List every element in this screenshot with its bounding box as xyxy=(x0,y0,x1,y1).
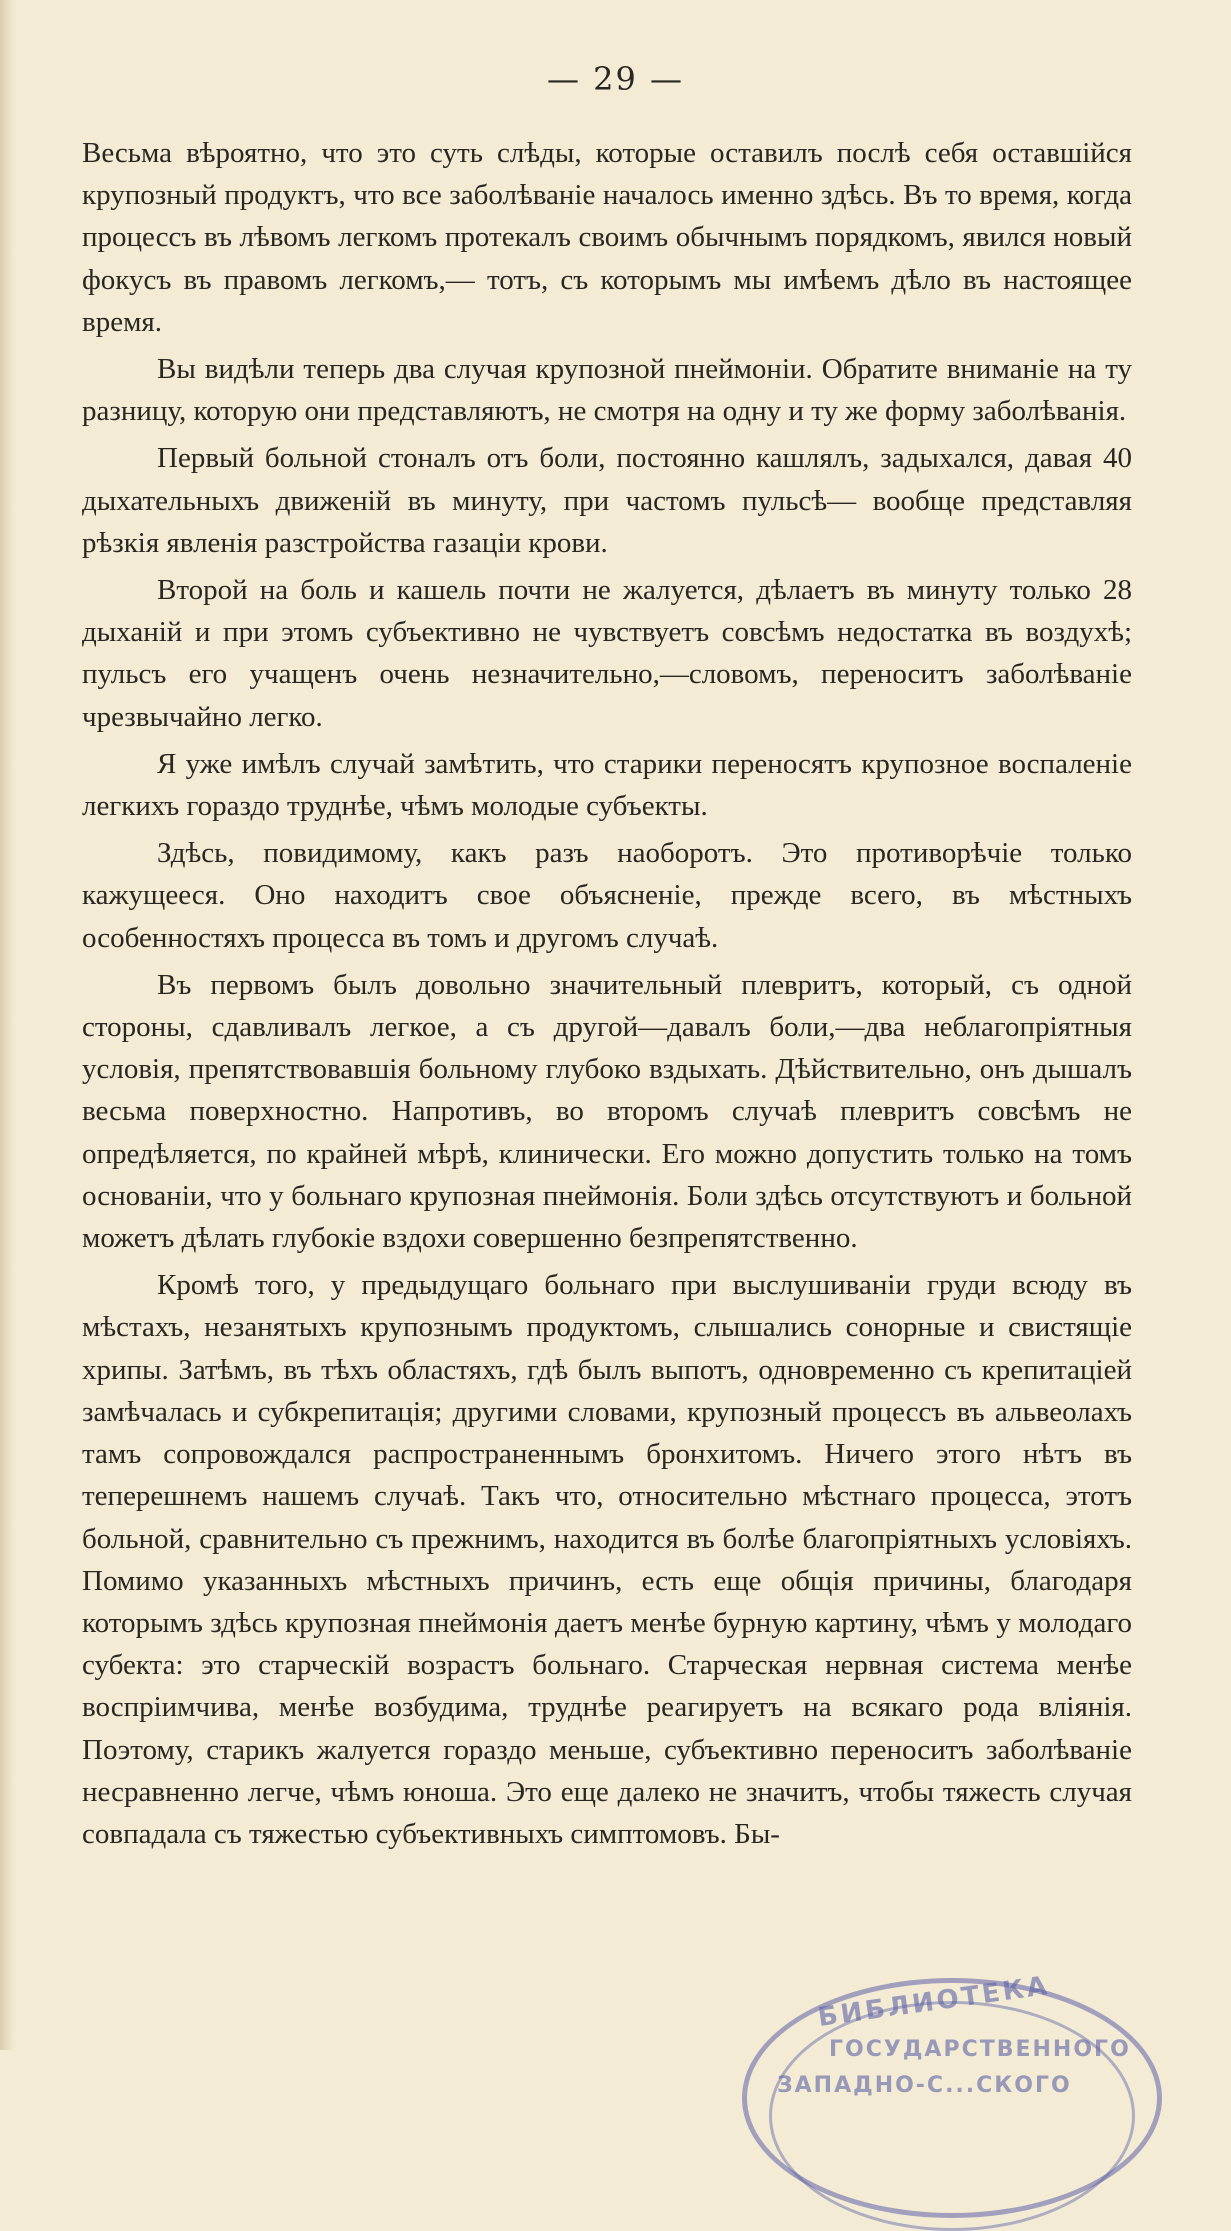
page-number: — 29 — xyxy=(546,60,685,98)
paragraph: Кромѣ того, у предыдущаго больнаго при выслушиваніи груди всюду въ мѣстахъ, незанятыхъ крупознымъ продуктомъ, слышались сонорные и свистящіе хрипы. Затѣмъ, въ тѣхъ областяхъ, гдѣ былъ выпотъ, одновременно съ крепитаціей замѣчалась и субкрепитація; другими словами, крупозный процессъ въ альвеолахъ тамъ сопровождался распространеннымъ бронхитомъ. Ничего этого нѣтъ въ теперешнемъ нашемъ случаѣ. Такъ что, относительно мѣстнаго процесса, этотъ больной, сравнительно съ прежнимъ, находится въ болѣе благопріятныхъ условіяхъ. Помимо указанныхъ мѣстныхъ причинъ, есть еще общія причины, благодаря которымъ здѣсь крупозная пнеймонія даетъ менѣе бурную картину, чѣмъ у молодаго субекта: это старческій возрастъ больнаго. Старческая нервная система менѣе воспріимчива, менѣе возбудима, труднѣе реагируетъ на всякаго рода вліянія. Поэтому, старикъ жалуется гораздо меньше, субъективно переноситъ заболѣваніе несравненно легче, чѣмъ юноша. Это еще далеко не значитъ, чтобы тяжесть случая совпадала съ тяжестью субъективныхъ симптомовъ. Бы- xyxy=(82,1269,1132,1850)
paragraph: Первый больной стоналъ отъ боли, постоянно кашлялъ, задыхался, давая 40 дыхательныхъ движеній въ минуту, при частомъ пульсѣ— вообще представляя рѣзкія явленія разстройства газаціи крови. xyxy=(82,442,1132,559)
paragraph: Здѣсь, повидимому, какъ разъ наоборотъ. Это противорѣчіе только кажущееся. Оно находитъ свое объясненіе, прежде всего, въ мѣстныхъ особенностяхъ процесса въ томъ и другомъ случаѣ. xyxy=(82,837,1132,954)
stamp-text: ЗАПАДНО-С...СКОГО xyxy=(777,2073,1072,2098)
paragraph: Въ первомъ былъ довольно значительный плевритъ, который, съ одной стороны, сдавливалъ легкое, а съ другой—давалъ боли,—два неблагопріятныя условія, препятствовавшія больному глубоко вздыхать. Дѣйствительно, онъ дышалъ весьма поверхностно. Напротивъ, во второмъ случаѣ плевритъ совсѣмъ не опредѣляется, по крайней мѣрѣ, клинически. Его можно допустить только на томъ основаніи, что у больнаго крупозная пнеймонія. Боли здѣсь отсутствуютъ и больной можетъ дѣлать глубокіе вздохи совершенно безпрепятственно. xyxy=(82,968,1132,1255)
paragraph: Я уже имѣлъ случай замѣтить, что старики переносятъ крупозное воспаленіе легкихъ гораздо труднѣе, чѣмъ молодые субъекты. xyxy=(82,747,1132,823)
paragraph: Второй на боль и кашель почти не жалуется, дѣлаетъ въ минуту только 28 дыханій и при этомъ субъективно не чувствуетъ совсѣмъ недостатка въ воздухѣ; пульсъ его учащенъ очень незначительно,—словомъ, переноситъ заболѣваніе чрезвычайно легко. xyxy=(82,574,1132,733)
page-edge xyxy=(0,0,14,2050)
stamp-inner-ring xyxy=(769,2001,1135,2231)
stamp-text: БИБЛИОТЕКА xyxy=(816,1970,1052,2034)
body-text xyxy=(82,132,1132,1860)
stamp-text: ГОСУДАРСТВЕННОГО xyxy=(829,2037,1131,2062)
paragraph: Весьма вѣроятно, что это суть слѣды, которые оставилъ послѣ себя оставшійся крупозный продуктъ, что все заболѣваніе началось именно здѣсь. Въ то время, когда процессъ въ лѣвомъ легкомъ протекалъ своимъ обычнымъ порядкомъ, явился новый фокусъ въ правомъ легкомъ,— тотъ, съ которымъ мы имѣемъ дѣло въ настоящее время. xyxy=(82,137,1132,338)
library-stamp xyxy=(742,1970,1162,2218)
paragraph: Вы видѣли теперь два случая крупозной пнеймоніи. Обратите вниманіе на ту разницу, которую они представляютъ, не смотря на одну и ту же форму заболѣванія. xyxy=(82,353,1132,428)
